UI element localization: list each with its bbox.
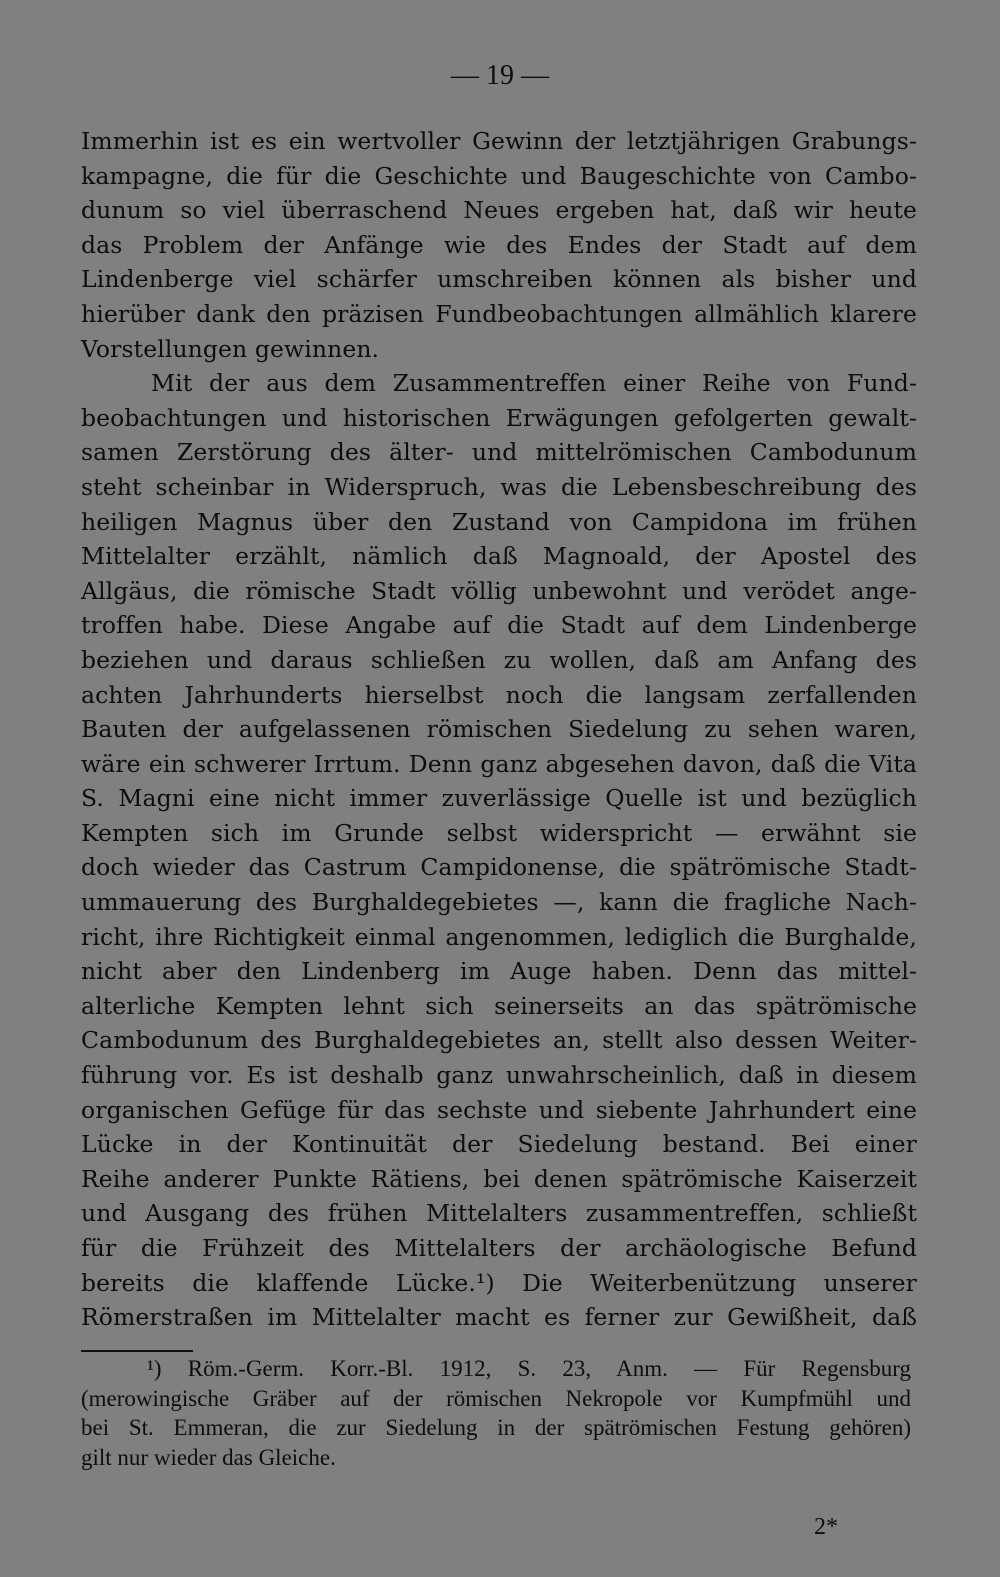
footnote: [81, 1354, 911, 1472]
text-line: Römerstraßen im Mittelalter macht es ferner zur Gewißheit, daß: [81, 1303, 917, 1332]
text-line: beobachtungen und historischen Erwägungen gefolgerten gewalt-: [81, 403, 917, 432]
text-line: ummauerung des Burghaldegebietes —, kann die fragliche Nach-: [81, 888, 917, 917]
footnote-line: ¹) Röm.-Germ. Korr.-Bl. 1912, S. 23, Anm. — Für Regensburg: [147, 1356, 911, 1381]
footnote-line: bei St. Emmeran, die zur Siedelung in der spätrömischen Festung gehören): [81, 1415, 911, 1440]
footnote-line: (merowingische Gräber auf der römischen Nekropole vor Kumpfmühl und: [81, 1385, 911, 1411]
text-line: beziehen und daraus schließen zu wollen, daß am Anfang des: [81, 645, 917, 674]
text-line: Cambodunum des Burghaldegebietes an, stellt also dessen Weiter-: [81, 1026, 917, 1055]
text-line: kampagne, die für die Geschichte und Baugeschichte von Cambo-: [81, 161, 917, 190]
text-line: organischen Gefüge für das sechste und siebente Jahrhundert eine: [81, 1095, 917, 1124]
text-line: Lücke in der Kontinuität der Siedelung bestand. Bei einer: [81, 1130, 917, 1159]
text-line: bereits die klaffende Lücke.¹) Die Weiterbenützung unserer: [81, 1268, 917, 1297]
text-line: steht scheinbar in Widerspruch, was die Lebensbeschreibung des: [81, 472, 917, 501]
text-line: achten Jahrhunderts hierselbst noch die langsam zerfallenden: [81, 680, 917, 709]
text-line: Allgäus, die römische Stadt völlig unbewohnt und verödet ange-: [81, 576, 917, 605]
text-line: Lindenberge viel schärfer umschreiben können als bisher und: [81, 265, 917, 294]
paragraph-start-line: Mit der aus dem Zusammentreffen einer Reihe von Fund-: [151, 369, 917, 398]
text-line: Kempten sich im Grunde selbst widerspricht — erwähnt sie: [81, 818, 917, 847]
text-line: doch wieder das Castrum Campidonense, die spätrömische Stadt-: [81, 853, 917, 882]
text-line: Mittelalter erzählt, nämlich daß Magnoald, der Apostel des: [81, 542, 917, 571]
text-line: das Problem der Anfänge wie des Endes der Stadt auf dem: [81, 230, 917, 259]
text-line: und Ausgang des frühen Mittelalters zusammentreffen, schließt: [81, 1199, 917, 1228]
text-line: wäre ein schwerer Irrtum. Denn ganz abgesehen davon, daß die Vita: [81, 749, 917, 778]
text-line: führung vor. Es ist deshalb ganz unwahrscheinlich, daß in diesem: [81, 1061, 917, 1090]
text-line: dunum so viel überraschend Neues ergeben hat, daß wir heute: [81, 196, 917, 225]
printer-signature-mark: 2*: [814, 1514, 838, 1540]
text-line: samen Zerstörung des älter- und mittelrömischen Cambodunum: [81, 438, 917, 467]
text-line: alterliche Kempten lehnt sich seinerseits an das spätrömische: [81, 991, 917, 1020]
text-line: Vorstellungen gewinnen.: [81, 334, 380, 363]
footnote-line: gilt nur wieder das Gleiche.: [81, 1444, 336, 1470]
page-number: — 19 —: [451, 60, 549, 91]
text-line: S. Magni eine nicht immer zuverlässige Quelle ist und bezüglich: [81, 784, 917, 813]
footnote-divider: [81, 1350, 193, 1352]
text-line: heiligen Magnus über den Zustand von Campidona im frühen: [81, 507, 917, 536]
text-line: nicht aber den Lindenberg im Auge haben. Denn das mittel-: [81, 957, 917, 986]
text-line: Reihe anderer Punkte Rätiens, bei denen spätrömische Kaiserzeit: [81, 1164, 917, 1193]
text-line: hierüber dank den präzisen Fundbeobachtungen allmählich klarere: [81, 299, 917, 328]
text-line: Bauten der aufgelassenen römischen Siedelung zu sehen waren,: [81, 715, 917, 744]
text-line: richt, ihre Richtigkeit einmal angenommen, lediglich die Burghalde,: [81, 922, 917, 951]
text-line: Immerhin ist es ein wertvoller Gewinn der letztjährigen Grabungs-: [81, 127, 917, 155]
text-line: für die Frühzeit des Mittelalters der archäologische Befund: [81, 1234, 917, 1262]
body-text: [81, 124, 917, 1335]
text-line: troffen habe. Diese Angabe auf die Stadt auf dem Lindenberge: [81, 611, 917, 640]
